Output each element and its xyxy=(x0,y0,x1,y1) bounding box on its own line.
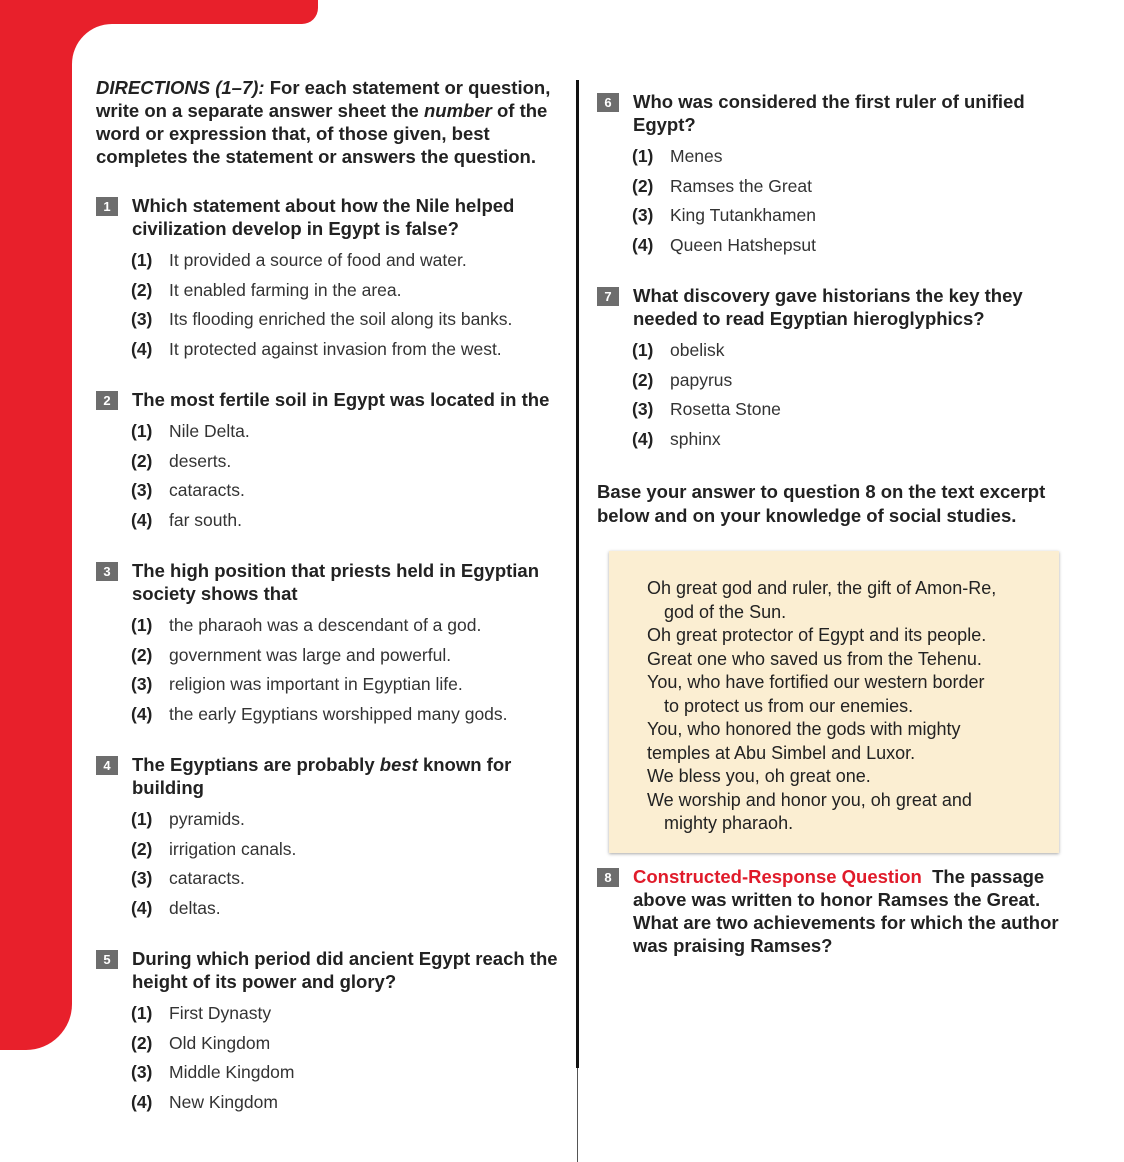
option-number: (4) xyxy=(131,509,153,530)
option-number: (2) xyxy=(632,175,654,196)
question-text xyxy=(132,753,558,799)
option-text: Queen Hatshepsut xyxy=(670,234,816,255)
excerpt-line: god of the Sun. xyxy=(664,601,787,622)
option-number: (1) xyxy=(131,250,153,270)
option-text: religion was important in Egyptian life. xyxy=(169,674,463,694)
option-text: pyramids. xyxy=(169,809,245,829)
answer-option xyxy=(632,425,1057,455)
answer-option xyxy=(131,670,558,700)
question-text: The high position that priests held in Egyptian society shows that xyxy=(132,560,540,604)
answer-option xyxy=(131,641,558,671)
answer-options xyxy=(96,246,558,364)
option-number: (4) xyxy=(131,338,153,359)
excerpt-line: to protect us from our enemies. xyxy=(664,695,914,716)
option-number: (4) xyxy=(632,234,654,255)
answer-option xyxy=(131,305,558,335)
option-text: the pharaoh was a descendant of a god. xyxy=(169,615,482,635)
option-number: (2) xyxy=(131,1032,153,1053)
answer-option xyxy=(131,1058,558,1088)
answer-option xyxy=(131,1088,558,1118)
question-5 xyxy=(96,947,558,1117)
option-number: (3) xyxy=(632,205,654,225)
option-text: cataracts. xyxy=(169,868,245,888)
question-3 xyxy=(96,559,558,729)
option-text: Rosetta Stone xyxy=(670,399,781,419)
option-text: cataracts. xyxy=(169,480,245,500)
left-column xyxy=(96,76,558,1141)
option-text: the early Egyptians worshipped many gods. xyxy=(169,703,508,724)
question-number-badge: 2 xyxy=(96,391,118,410)
answer-option xyxy=(632,366,1057,396)
option-number: (2) xyxy=(131,838,153,859)
answer-options xyxy=(96,999,558,1117)
excerpt-line: You, who honored the gods with mighty xyxy=(647,719,961,739)
option-text: It enabled farming in the area. xyxy=(169,279,402,300)
answer-option xyxy=(632,231,1057,261)
column-divider xyxy=(576,80,579,1068)
question-text-pre: The Egyptians are probably xyxy=(132,754,380,775)
question-text: Who was considered the first ruler of unified Egypt? xyxy=(633,91,1025,135)
option-text: deltas. xyxy=(169,897,221,918)
option-text: Middle Kingdom xyxy=(169,1062,295,1082)
answer-option xyxy=(131,864,558,894)
question-number-badge: 1 xyxy=(96,197,118,216)
option-number: (1) xyxy=(131,1003,153,1023)
red-side-band xyxy=(0,0,72,1050)
option-text: government was large and powerful. xyxy=(169,644,452,665)
question-number-badge: 6 xyxy=(597,93,619,112)
option-text: obelisk xyxy=(670,340,725,360)
option-text: Ramses the Great xyxy=(670,175,812,196)
question-number-badge: 4 xyxy=(96,756,118,775)
answer-option xyxy=(632,395,1057,425)
answer-option xyxy=(632,172,1057,202)
option-text: New Kingdom xyxy=(169,1091,278,1112)
option-text: Old Kingdom xyxy=(169,1032,271,1053)
answer-option xyxy=(131,506,558,536)
question-6 xyxy=(597,90,1057,260)
red-header-tab xyxy=(0,0,318,24)
directions-text-2: of the word or expression that, of those given, best completes the statement or answers the question. xyxy=(96,100,548,167)
answer-options xyxy=(96,805,558,923)
answer-option xyxy=(131,805,558,835)
option-number: (3) xyxy=(131,309,153,329)
option-text: It protected against invasion from the west. xyxy=(169,338,502,359)
question-text: The most fertile soil in Egypt was located in the xyxy=(132,389,550,410)
question-7 xyxy=(597,284,1057,454)
excerpt-line: We bless you, oh great one. xyxy=(647,766,871,786)
excerpt-line: mighty pharaoh. xyxy=(664,813,794,833)
option-number: (2) xyxy=(131,450,153,471)
option-number: (3) xyxy=(131,1062,153,1082)
answer-option xyxy=(131,835,558,865)
option-number: (3) xyxy=(131,868,153,888)
excerpt-line: Oh great god and ruler, the gift of Amon-Re, xyxy=(647,578,997,598)
question-2 xyxy=(96,388,558,535)
question-4 xyxy=(96,753,558,923)
answer-option xyxy=(131,1029,558,1059)
answer-option xyxy=(131,246,558,276)
option-text: papyrus xyxy=(670,369,733,390)
answer-options xyxy=(96,417,558,535)
answer-option xyxy=(131,611,558,641)
option-text: Its flooding enriched the soil along its banks. xyxy=(169,309,513,329)
question-number-badge: 5 xyxy=(96,950,118,969)
question-text xyxy=(633,865,1059,957)
answer-option xyxy=(131,999,558,1029)
option-number: (4) xyxy=(632,428,654,449)
excerpt-line: Oh great protector of Egypt and its people. xyxy=(647,625,987,645)
option-number: (4) xyxy=(131,703,153,724)
option-number: (1) xyxy=(131,615,153,635)
option-number: (3) xyxy=(632,399,654,419)
answer-option xyxy=(131,700,558,730)
option-number: (1) xyxy=(131,421,153,441)
option-number: (3) xyxy=(131,674,153,694)
right-column xyxy=(597,90,1057,538)
directions-emphasis: number xyxy=(424,100,492,121)
base-instructions: Base your answer to question 8 on the text excerpt below and on your knowledge of social studies. xyxy=(597,481,1046,526)
option-number: (1) xyxy=(131,809,153,829)
column-divider-extension xyxy=(577,1068,578,1162)
answer-option xyxy=(131,447,558,477)
directions-label: DIRECTIONS (1–7): xyxy=(96,77,265,98)
answer-option xyxy=(131,335,558,365)
question-1 xyxy=(96,194,558,364)
answer-options xyxy=(96,611,558,729)
directions xyxy=(96,76,558,168)
answer-option xyxy=(632,336,1057,366)
constructed-response-label: Constructed-Response Question xyxy=(633,866,922,887)
option-number: (2) xyxy=(131,644,153,665)
option-text: First Dynasty xyxy=(169,1003,272,1023)
answer-option xyxy=(632,201,1057,231)
option-number: (1) xyxy=(632,340,654,360)
option-text: irrigation canals. xyxy=(169,838,297,859)
option-text: King Tutankhamen xyxy=(670,205,816,225)
question-8 xyxy=(597,865,1059,957)
answer-option xyxy=(131,417,558,447)
answer-option xyxy=(131,894,558,924)
question-number-badge: 8 xyxy=(597,868,619,887)
constructed-response-text: The passage above was written to honor Ramses the Great. What are two achievements for which the author was praising Ramses? xyxy=(633,866,1059,956)
excerpt-line: temples at Abu Simbel and Luxor. xyxy=(647,742,916,763)
option-number: (2) xyxy=(632,369,654,390)
answer-option xyxy=(131,276,558,306)
question-text-post: known for building xyxy=(132,754,512,798)
answer-options xyxy=(597,142,1057,260)
option-text: sphinx xyxy=(670,428,721,449)
question-text: During which period did ancient Egypt reach the height of its power and glory? xyxy=(132,948,558,992)
option-number: (2) xyxy=(131,279,153,300)
option-number: (4) xyxy=(131,1091,153,1112)
text-excerpt-box xyxy=(609,551,1059,853)
option-text: Menes xyxy=(670,146,723,166)
question-text: Which statement about how the Nile helped civilization develop in Egypt is false? xyxy=(132,195,515,239)
answer-options xyxy=(597,336,1057,454)
answer-option xyxy=(131,476,558,506)
excerpt-line: We worship and honor you, oh great and xyxy=(647,789,972,810)
question-text-emphasis: best xyxy=(379,754,418,775)
option-number: (1) xyxy=(632,146,654,166)
option-text: far south. xyxy=(169,509,242,530)
question-number-badge: 7 xyxy=(597,287,619,306)
directions-text-1: For each statement or question, write on a separate answer sheet the xyxy=(96,77,551,121)
option-text: Nile Delta. xyxy=(169,421,250,441)
question-text: What discovery gave historians the key they needed to read Egyptian hieroglyphics? xyxy=(633,285,1023,329)
excerpt-line: You, who have fortified our western border xyxy=(647,672,985,692)
option-text: It provided a source of food and water. xyxy=(169,250,467,270)
question-number-badge: 3 xyxy=(96,562,118,581)
option-text: deserts. xyxy=(169,450,232,471)
excerpt-line: Great one who saved us from the Tehenu. xyxy=(647,648,982,669)
answer-option xyxy=(632,142,1057,172)
option-number: (3) xyxy=(131,480,153,500)
option-number: (4) xyxy=(131,897,153,918)
